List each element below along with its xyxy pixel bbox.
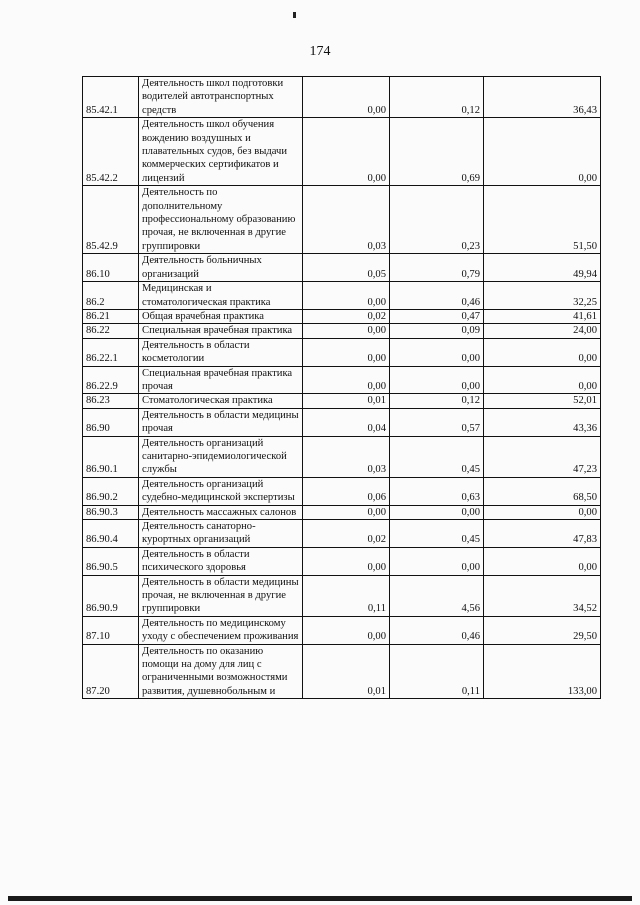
value-col2-cell: 0,00 [390,547,484,575]
table-row [83,575,601,616]
activity-name-cell: Деятельность в области психического здоровья [139,547,303,575]
scan-speck-top [293,12,296,18]
value-col3-cell: 24,00 [484,324,601,338]
page-number: 174 [309,44,331,59]
activity-name-cell: Деятельность в области косметологии [139,338,303,366]
table-row [83,477,601,505]
value-col1-cell: 0,02 [303,520,390,548]
table-row [83,338,601,366]
table-row [83,547,601,575]
table-row [83,77,601,118]
value-col3-cell: 34,52 [484,575,601,616]
value-col2-cell: 4,56 [390,575,484,616]
value-col2-cell: 0,46 [390,282,484,310]
value-col2-cell: 0,00 [390,505,484,519]
value-col3-cell: 47,83 [484,520,601,548]
value-col1-cell: 0,06 [303,477,390,505]
value-col2-cell: 0,57 [390,408,484,436]
okved-code-cell: 87.20 [83,644,139,699]
activity-name-cell: Деятельность больничных организаций [139,254,303,282]
table-body [83,77,601,699]
activity-name-cell: Деятельность массажных салонов [139,505,303,519]
value-col1-cell: 0,00 [303,547,390,575]
value-col3-cell: 32,25 [484,282,601,310]
okved-code-cell: 86.10 [83,254,139,282]
value-col1-cell: 0,04 [303,408,390,436]
value-col3-cell: 0,00 [484,338,601,366]
activity-name-cell: Деятельность школ подготовки водителей автотранспортных средств [139,77,303,118]
value-col1-cell: 0,01 [303,394,390,408]
value-col1-cell: 0,00 [303,118,390,186]
okved-code-cell: 86.22.9 [83,366,139,394]
value-col3-cell: 0,00 [484,505,601,519]
table-row [83,282,601,310]
value-col2-cell: 0,00 [390,366,484,394]
activity-name-cell: Деятельность в области медицины прочая, не включенная в другие группировки [139,575,303,616]
activity-name-cell: Общая врачебная практика [139,309,303,323]
table-row [83,309,601,323]
okved-code-cell: 86.90.9 [83,575,139,616]
table-row [83,505,601,519]
activity-name-cell: Деятельность организаций санитарно-эпидемиологической службы [139,436,303,477]
okved-code-cell: 87.10 [83,616,139,644]
table-row [83,644,601,699]
activity-name-cell: Деятельность в области медицины прочая [139,408,303,436]
value-col3-cell: 0,00 [484,547,601,575]
table-row [83,254,601,282]
value-col2-cell: 0,69 [390,118,484,186]
activity-name-cell: Деятельность организаций судебно-медицинской экспертизы [139,477,303,505]
value-col2-cell: 0,09 [390,324,484,338]
okved-code-cell: 86.90.4 [83,520,139,548]
table-row [83,520,601,548]
value-col3-cell: 49,94 [484,254,601,282]
activity-name-cell: Деятельность школ обучения вождению воздушных и плавательных судов, без выдачи коммерческих сертификатов и лицензий [139,118,303,186]
value-col2-cell: 0,79 [390,254,484,282]
value-col1-cell: 0,00 [303,77,390,118]
value-col3-cell: 0,00 [484,118,601,186]
okved-code-cell: 86.23 [83,394,139,408]
table-row [83,324,601,338]
okved-code-cell: 85.42.1 [83,77,139,118]
okved-code-cell: 86.22.1 [83,338,139,366]
value-col2-cell: 0,46 [390,616,484,644]
value-col3-cell: 51,50 [484,186,601,254]
value-col3-cell: 52,01 [484,394,601,408]
okved-code-cell: 86.21 [83,309,139,323]
okved-code-cell: 86.90.3 [83,505,139,519]
value-col1-cell: 0,00 [303,366,390,394]
value-col3-cell: 29,50 [484,616,601,644]
table-row [83,408,601,436]
activity-name-cell: Деятельность санаторно-курортных организаций [139,520,303,548]
activity-name-cell: Специальная врачебная практика [139,324,303,338]
value-col3-cell: 0,00 [484,366,601,394]
table-row [83,394,601,408]
value-col1-cell: 0,02 [303,309,390,323]
okved-code-cell: 85.42.9 [83,186,139,254]
value-col2-cell: 0,63 [390,477,484,505]
activity-name-cell: Медицинская и стоматологическая практика [139,282,303,310]
value-col2-cell: 0,11 [390,644,484,699]
table-row [83,616,601,644]
value-col3-cell: 43,36 [484,408,601,436]
value-col2-cell: 0,45 [390,520,484,548]
activity-name-cell: Деятельность по дополнительному профессиональному образованию прочая, не включенная в другие группировки [139,186,303,254]
value-col2-cell: 0,47 [390,309,484,323]
value-col2-cell: 0,45 [390,436,484,477]
table-row [83,436,601,477]
scan-bottom-edge [8,896,632,901]
value-col1-cell: 0,03 [303,186,390,254]
okved-code-cell: 86.22 [83,324,139,338]
value-col1-cell: 0,00 [303,324,390,338]
okved-code-cell: 86.90.2 [83,477,139,505]
table-row [83,118,601,186]
table-row [83,186,601,254]
value-col2-cell: 0,12 [390,394,484,408]
okved-code-cell: 85.42.2 [83,118,139,186]
okved-code-cell: 86.90.1 [83,436,139,477]
okved-code-cell: 86.90.5 [83,547,139,575]
value-col2-cell: 0,12 [390,77,484,118]
value-col1-cell: 0,00 [303,505,390,519]
okved-code-cell: 86.2 [83,282,139,310]
okved-code-cell: 86.90 [83,408,139,436]
activity-name-cell: Специальная врачебная практика прочая [139,366,303,394]
value-col3-cell: 68,50 [484,477,601,505]
value-col3-cell: 36,43 [484,77,601,118]
activity-name-cell: Стоматологическая практика [139,394,303,408]
activity-table [82,76,601,699]
value-col2-cell: 0,23 [390,186,484,254]
value-col2-cell: 0,00 [390,338,484,366]
value-col1-cell: 0,03 [303,436,390,477]
value-col1-cell: 0,00 [303,616,390,644]
value-col3-cell: 133,00 [484,644,601,699]
value-col1-cell: 0,00 [303,282,390,310]
activity-name-cell: Деятельность по медицинскому уходу с обеспечением проживания [139,616,303,644]
value-col1-cell: 0,11 [303,575,390,616]
value-col3-cell: 41,61 [484,309,601,323]
table-row [83,366,601,394]
value-col1-cell: 0,01 [303,644,390,699]
value-col1-cell: 0,05 [303,254,390,282]
value-col1-cell: 0,00 [303,338,390,366]
activity-name-cell: Деятельность по оказанию помощи на дому для лиц с ограниченными возможностями развития, душевнобольным и [139,644,303,699]
value-col3-cell: 47,23 [484,436,601,477]
